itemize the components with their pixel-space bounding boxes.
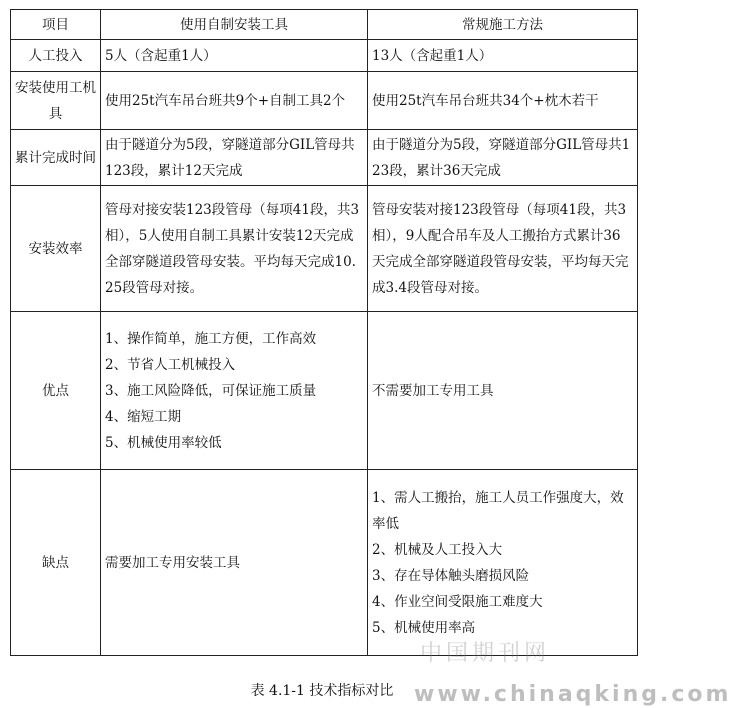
cell-custom: 需要加工专用安装工具 [101,470,368,656]
comparison-table [10,9,638,656]
table-row [11,130,638,186]
cell-conventional: 13人（含起重1人） [368,40,638,72]
row-label: 人工投入 [11,40,101,72]
cell-conventional-list [368,470,638,656]
table-row [11,470,638,656]
row-label: 优点 [11,312,101,470]
table-row [11,40,638,72]
list-item: 5、机械使用率较低 [105,434,222,451]
cell-custom-list [101,312,368,470]
list-item: 3、存在导体触头磨损风险 [372,567,530,584]
cell-conventional: 不需要加工专用工具 [368,312,638,470]
table-row [11,186,638,312]
list-item: 2、节省人工机械投入 [105,356,236,373]
list-item: 2、机械及人工投入大 [372,541,503,558]
list-item: 4、缩短工期 [105,408,182,425]
cell-conventional: 管母安装对接123段管母（每项41段，共3相），9人配合吊车及人工搬抬方式累计36天完成全部穿隧道段管母安装，平均每天完成3.4段管母对接。 [368,186,638,312]
list-item: 4、作业空间受限施工难度大 [372,593,543,610]
cell-custom: 由于隧道分为5段，穿隧道部分GIL管母共123段，累计12天完成 [101,130,368,186]
table-header-row [11,10,638,40]
row-label: 安装使用工机具 [11,72,101,130]
cell-custom: 5人（含起重1人） [101,40,368,72]
cell-custom: 使用25t汽车吊台班共9个+自制工具2个 [101,72,368,130]
table-row [11,72,638,130]
cell-custom: 管母对接安装123段管母（每项41段，共3相），5人使用自制工具累计安装12天完成全部穿隧道段管母安装。平均每天完成10.25段管母对接。 [101,186,368,312]
row-label: 安装效率 [11,186,101,312]
cell-conventional: 由于隧道分为5段，穿隧道部分GIL管母共123段，累计36天完成 [368,130,638,186]
list-item: 5、机械使用率高 [372,619,476,636]
header-conventional: 常规施工方法 [368,10,638,40]
cut-off-heading [0,0,644,6]
list-item: 3、施工风险降低，可保证施工质量 [105,382,317,399]
cell-conventional: 使用25t汽车吊台班共34个+枕木若干 [368,72,638,130]
table-row [11,312,638,470]
watermark-cn: 中国期刊网 [420,641,551,666]
row-label: 缺点 [11,470,101,656]
header-item: 项目 [11,10,101,40]
table-caption: 表 4.1-1 技术指标对比 [250,683,394,699]
list-item: 1、操作简单，施工方便，工作高效 [105,330,317,347]
row-label: 累计完成时间 [11,130,101,186]
header-custom-tool: 使用自制安装工具 [101,10,368,40]
watermark-url: www.chinaqking.com [414,682,731,707]
list-item: 1、需人工搬抬，施工人员工作强度大，效率低 [372,489,624,532]
